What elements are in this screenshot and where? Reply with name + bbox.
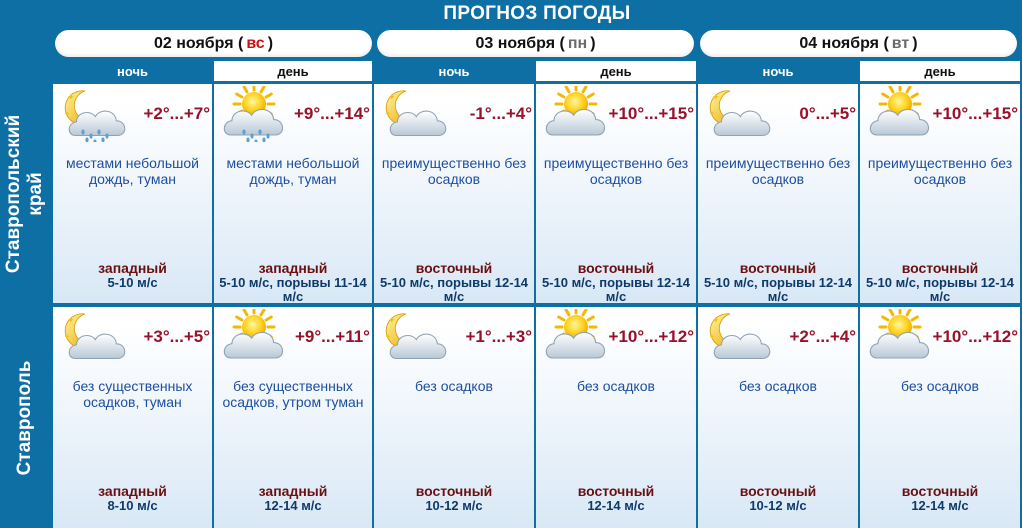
day-of-week: вт xyxy=(891,34,910,52)
wind-speed: 10-12 м/с xyxy=(749,498,807,513)
wind-speed: 10-12 м/с xyxy=(425,498,483,513)
wind-speed: 5-10 м/с, порывы 12-14 м/с xyxy=(541,275,691,303)
paren-close: ) xyxy=(912,34,918,52)
svg-text:✦: ✦ xyxy=(712,92,720,102)
temperature-range: +10°...+12° xyxy=(608,327,694,346)
svg-text:✦: ✦ xyxy=(67,92,75,102)
temperature-range: +2°...+4° xyxy=(789,327,856,346)
svg-text:✦: ✦ xyxy=(388,92,396,102)
period-night-label: ночь xyxy=(698,61,858,81)
forecast-cell xyxy=(536,307,696,528)
svg-text:✦: ✦ xyxy=(388,315,396,325)
svg-text:✦: ✦ xyxy=(67,315,75,325)
wind-speed: 12-14 м/с xyxy=(264,498,322,513)
temperature-range: +10°...+15° xyxy=(932,104,1018,123)
date-label: 04 ноября xyxy=(799,34,879,52)
weather-description: без осадков xyxy=(415,378,493,394)
date-label: 03 ноября xyxy=(475,34,556,52)
forecast-cell xyxy=(374,307,534,528)
temperature-range: +10°...+12° xyxy=(932,327,1018,346)
weather-description: без существенных осадков, утром туман xyxy=(222,378,364,410)
wind-direction: восточный xyxy=(901,260,979,276)
weather-description: без осадков xyxy=(901,378,979,394)
temperature-range: +9°...+14° xyxy=(294,104,370,123)
svg-text:✦: ✦ xyxy=(709,334,715,341)
region-name: Ставрополь xyxy=(14,360,35,475)
sun-cloud-icon xyxy=(538,309,612,365)
weather-description: местами небольшой дождь, туман xyxy=(226,155,360,187)
wind-speed: 5-10 м/с, порывы 12-14 м/с xyxy=(379,275,529,303)
temperature-range: +9°...+11° xyxy=(294,327,370,346)
forecast-cell xyxy=(214,307,372,528)
weather-description: преимущественно без осадков xyxy=(705,155,851,187)
wind-speed: 5-10 м/с, порывы 11-14 м/с xyxy=(219,275,367,303)
forecast-cell xyxy=(860,84,1020,303)
svg-text:✦: ✦ xyxy=(712,315,720,325)
sun-cloud-icon xyxy=(862,309,936,365)
date-header-3 xyxy=(700,30,1017,57)
paren-open: ( xyxy=(559,34,565,52)
wind-speed: 12-14 м/с xyxy=(587,498,645,513)
moon-cloud-icon xyxy=(376,86,450,142)
weather-description: без осадков xyxy=(577,378,655,394)
date-header-1 xyxy=(55,30,372,57)
forecast-cell xyxy=(214,84,372,303)
weather-description: преимущественно без осадков xyxy=(543,155,689,187)
moon-cloud-icon xyxy=(700,86,774,142)
wind-direction: восточный xyxy=(577,483,655,499)
wind-direction: восточный xyxy=(739,260,817,276)
sun-cloud-icon xyxy=(862,86,936,142)
day-of-week: пн xyxy=(567,34,588,52)
wind-direction: восточный xyxy=(901,483,979,499)
temperature-range: +3°...+5° xyxy=(143,327,210,346)
wind-speed: 8-10 м/с xyxy=(107,498,158,513)
paren-open: ( xyxy=(883,34,889,52)
period-night-label: ночь xyxy=(374,61,534,81)
svg-text:✦: ✦ xyxy=(64,111,70,118)
weather-description: без осадков xyxy=(739,378,817,394)
region-label-krai xyxy=(0,84,50,303)
wind-direction: западный xyxy=(258,483,328,499)
forecast-cell xyxy=(860,307,1020,528)
svg-text:✦: ✦ xyxy=(64,334,70,341)
forecast-cell xyxy=(53,307,212,528)
weather-description: без существенных осадков, туман xyxy=(72,378,193,410)
period-day-label: день xyxy=(860,61,1020,81)
wind-direction: западный xyxy=(98,483,167,499)
paren-open: ( xyxy=(238,34,244,52)
wind-direction: западный xyxy=(258,260,328,276)
sun-cloud-icon xyxy=(538,86,612,142)
date-header-2 xyxy=(377,30,694,57)
sun-cloud-rain-icon xyxy=(216,86,290,142)
temperature-range: +10°...+15° xyxy=(608,104,694,123)
temperature-range: -1°...+4° xyxy=(469,104,532,123)
temperature-range: +2°...+7° xyxy=(143,104,210,123)
wind-speed: 12-14 м/с xyxy=(911,498,969,513)
wind-direction: восточный xyxy=(577,260,655,276)
period-day-label: день xyxy=(536,61,696,81)
period-night-label: ночь xyxy=(53,61,212,81)
wind-speed: 5-10 м/с, порывы 12-14 м/с xyxy=(865,275,1015,303)
forecast-cell xyxy=(53,84,212,303)
wind-direction: западный xyxy=(98,260,167,276)
moon-cloud-icon xyxy=(376,309,450,365)
day-of-week: вс xyxy=(246,34,265,52)
temperature-range: 0°...+5° xyxy=(799,104,856,123)
svg-text:✦: ✦ xyxy=(385,334,391,341)
weather-description: преимущественно без осадков xyxy=(867,155,1013,187)
svg-text:✦: ✦ xyxy=(385,111,391,118)
moon-cloud-icon xyxy=(700,309,774,365)
wind-direction: восточный xyxy=(415,260,493,276)
period-day-label: день xyxy=(214,61,372,81)
forecast-cell xyxy=(698,307,858,528)
region-label-city xyxy=(0,307,50,528)
paren-close: ) xyxy=(267,34,274,52)
region-name: Ставропольский край xyxy=(3,114,46,273)
svg-text:✦: ✦ xyxy=(709,111,715,118)
weather-description: преимущественно без осадков xyxy=(381,155,527,187)
weather-description: местами небольшой дождь, туман xyxy=(66,155,199,187)
forecast-cell xyxy=(536,84,696,303)
temperature-range: +1°...+3° xyxy=(465,327,532,346)
date-label: 02 ноября xyxy=(153,34,234,52)
paren-close: ) xyxy=(590,34,596,52)
page-title: ПРОГНОЗ ПОГОДЫ xyxy=(443,3,631,24)
wind-speed: 5-10 м/с xyxy=(107,275,158,290)
moon-cloud-icon xyxy=(55,309,129,365)
moon-cloud-rain-icon xyxy=(55,86,129,142)
sun-cloud-icon xyxy=(216,309,290,365)
wind-speed: 5-10 м/с, порывы 12-14 м/с xyxy=(703,275,853,303)
wind-direction: восточный xyxy=(415,483,493,499)
wind-direction: восточный xyxy=(739,483,817,499)
forecast-cell xyxy=(698,84,858,303)
forecast-cell xyxy=(374,84,534,303)
